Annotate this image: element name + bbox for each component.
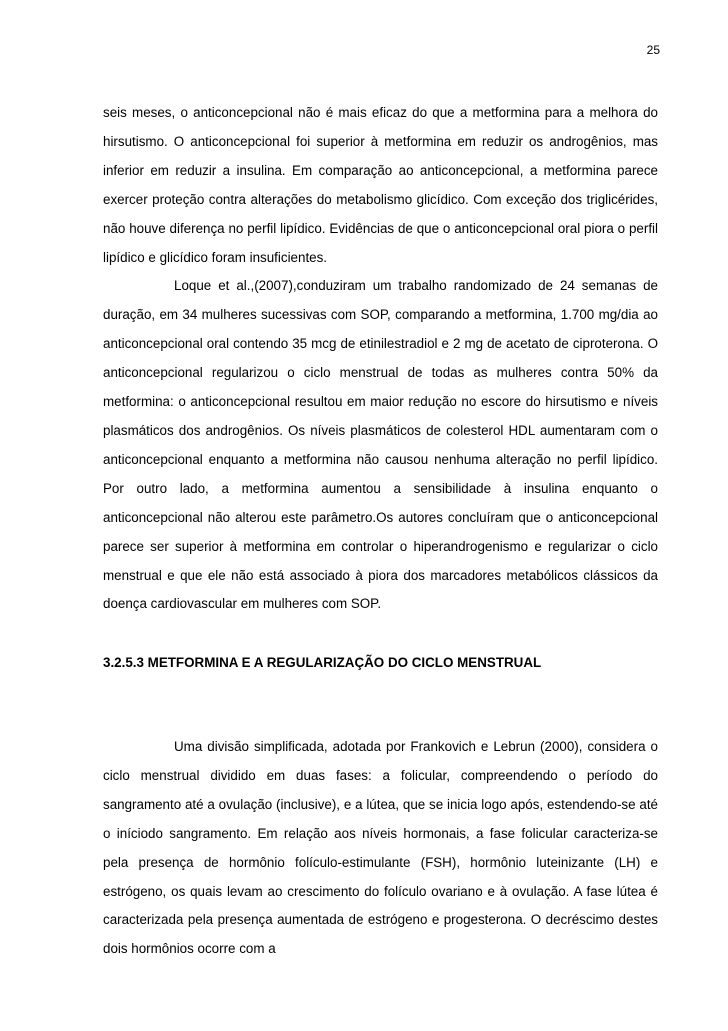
paragraph-loque-study: Loque et al.,(2007),conduziram um trabalho randomizado de 24 semanas de duração, em 34 mulheres sucessivas com SOP, comparando a metformina, 1.700 mg/dia ao anticoncepcional oral contendo 35 mcg de etinilestradiol e 2 mg de acetato de ciproterona. O anticoncepcional regularizou o ciclo menstrual de todas as mulheres contra 50% da metformina: o anticoncepcional resultou em maior redução no escore do hirsutismo e níveis plasmáticos dos androgênios. Os níveis plasmáticos de colesterol HDL aumentaram com o anticoncepcional enquanto a metformina não causou nenhuma alteração no perfil lipídico. Por outro lado, a metformina aumentou a sensibilidade à insulina enquanto o anticoncepcional não alterou este parâmetro.Os autores concluíram que o anticoncepcional parece ser superior à metformina em controlar o hiperandrogenismo e regularizar o ciclo menstrual e que ele não está associado à piora dos marcadores metabólicos clássicos da doença cardiovascular em mulheres com SOP.: [103, 278, 658, 612]
body-text-bottom: [103, 733, 658, 964]
section-heading: 3.2.5.3 METFORMINA E A REGULARIZAÇÃO DO CICLO MENSTRUAL: [103, 655, 542, 670]
paragraph-menstrual-cycle: Uma divisão simplificada, adotada por Frankovich e Lebrun (2000), considera o ciclo menstrual dividido em duas fases: a folicular, compreendendo o período do sangramento até a ovulação (inclusive), e a lútea, que se inicia logo após, estendendo-se até o iníciodo sangramento. Em relação aos níveis hormonais, a fase folicular caracteriza-se pela presença de hormônio folículo-estimulante (FSH), hormônio luteinizante (LH) e estrógeno, os quais levam ao crescimento do folículo ovariano e à ovulação. A fase lútea é caracterizada pela presença aumentada de estrógeno e progesterona. O decréscimo destes dois hormônios ocorre com a: [103, 739, 658, 957]
paragraph-continuation: seis meses, o anticoncepcional não é mais eficaz do que a metformina para a melhora do hirsutismo. O anticoncepcional foi superior à metformina em reduzir os androgênios, mas inferior em reduzir a insulina. Em comparação ao anticoncepcional, a metformina parece exercer proteção contra alterações do metabolismo glicídico. Com exceção dos triglicérides, não houve diferença no perfil lipídico. Evidências de que o anticoncepcional oral piora o perfil lipídico e glicídico foram insuficientes.: [103, 105, 658, 265]
body-text-top: [103, 99, 658, 619]
page-number: 25: [646, 43, 660, 57]
